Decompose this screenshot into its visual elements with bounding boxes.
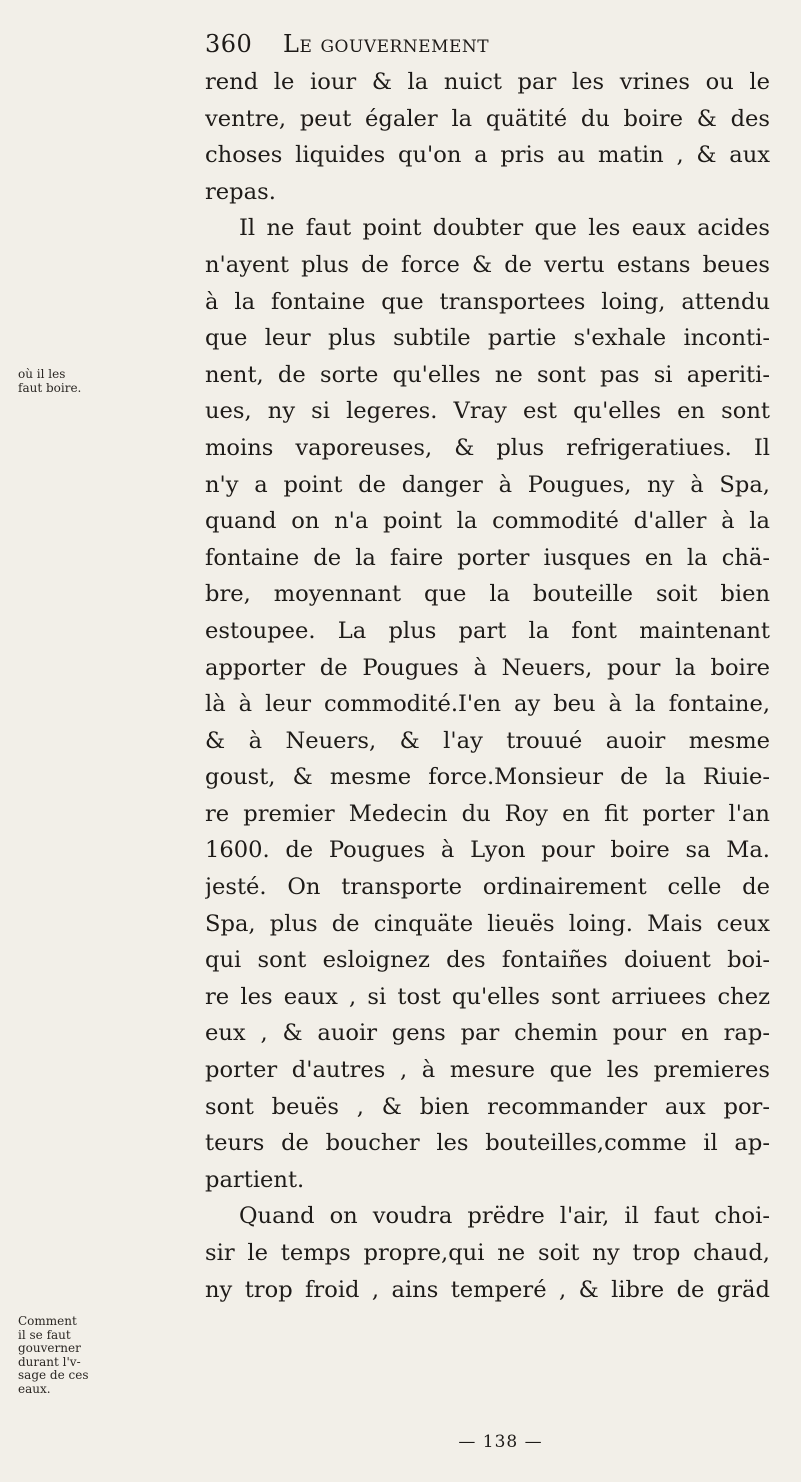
text-line: choses liquides qu'on a pris au matin , & aux [205, 142, 770, 169]
text-line: eux , & auoir gens par chemin pour en rap- [205, 1020, 770, 1047]
text-line: 1600. de Pougues à Lyon pour boire sa Ma. [205, 837, 770, 864]
running-head [205, 30, 765, 58]
text-line: teurs de boucher les bouteilles,comme il ap- [205, 1130, 770, 1157]
text-line: que leur plus subtile partie s'exhale inconti- [205, 325, 770, 352]
text-line: Spa, plus de cinquäte lieuës loing. Mais ceux [205, 910, 770, 937]
text-line: sir le temps propre,qui ne soit ny trop chaud, [205, 1240, 770, 1266]
text-line: estoupee. La plus part la font maintenant [205, 617, 770, 644]
text-line: ues, ny si legeres. Vray est qu'elles en sont [205, 398, 770, 425]
text-line: sont beuës , & bien recommander aux por- [205, 1093, 770, 1120]
text-line: n'y a point de danger à Pougues, ny à Spa, [205, 471, 770, 498]
text-line: Quand on voudra prëdre l'air, il faut choi- [239, 1203, 770, 1230]
text-line: Il ne faut point doubter que les eaux acides [239, 215, 770, 242]
margin-note-line: sage de ces [18, 1368, 89, 1382]
margin-note-line: où il les [18, 367, 66, 381]
margin-note-line: faut boire. [18, 380, 82, 395]
text-line: bre, moyennant que la bouteille soit bien [205, 581, 770, 608]
text-line: n'ayent plus de force & de vertu estans beues [205, 251, 770, 278]
text-line: re premier Medecin du Roy en fit porter l'an [205, 800, 770, 827]
text-line: quand on n'a point la commodité d'aller à la [205, 508, 770, 535]
margin-note-line: Comment [18, 1314, 77, 1328]
text-line: ny trop froid , ains temperé , & libre de gräd [205, 1276, 770, 1303]
text-line: goust, & mesme force.Monsieur de la Riuie- [205, 764, 770, 791]
text-line: re les eaux , si tost qu'elles sont arriuees chez [205, 983, 770, 1010]
text-line: nent, de sorte qu'elles ne sont pas si aperiti- [205, 361, 770, 388]
margin-note-line: eaux. [18, 1381, 51, 1396]
margin-note [18, 368, 138, 395]
text-line: rend le iour & la nuict par les vrines ou le [205, 69, 770, 95]
text-line: ventre, peut égaler la quätité du boire & des [205, 105, 770, 132]
text-line: repas. [205, 178, 276, 205]
margin-note-line: il se faut [18, 1327, 71, 1342]
text-line: jesté. On transporte ordinairement celle de [205, 874, 770, 901]
body-text [205, 64, 770, 1308]
text-line: qui sont esloignez des fontaiñes doiuent boi- [205, 947, 770, 974]
page-number: 360 [205, 30, 253, 58]
text-line: porter d'autres , à mesure que les premieres [205, 1057, 770, 1084]
margin-note-line: durant l'v- [18, 1354, 81, 1369]
margin-note-line: gouverner [18, 1341, 81, 1355]
running-title: Le gouvernement [283, 30, 490, 58]
text-line: là à leur commodité.I'en ay beu à la fontaine, [205, 691, 770, 718]
page-footer: — 138 — [458, 1432, 543, 1452]
text-line: apporter de Pougues à Neuers, pour la boire [205, 654, 770, 681]
text-line: partient. [205, 1166, 305, 1193]
text-line: fontaine de la faire porter iusques en la chä- [205, 544, 770, 571]
text-line: moins vaporeuses, & plus refrigeratiues. Il [205, 434, 770, 461]
text-line: à la fontaine que transportees loing, attendu [205, 288, 770, 315]
margin-note [18, 1315, 138, 1396]
text-line: & à Neuers, & l'ay trouué auoir mesme [205, 727, 770, 754]
